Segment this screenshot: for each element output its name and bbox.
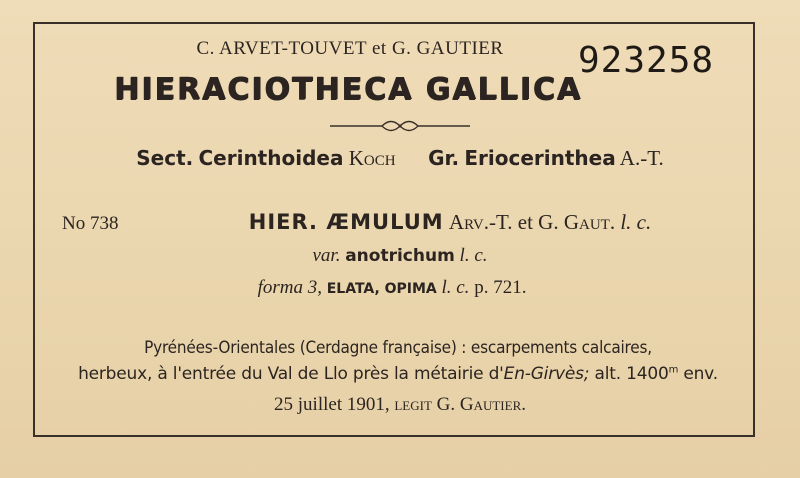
locality-text-b: alt. 1400 [589,364,669,384]
locality-line-2 [0,364,798,384]
group-author: A.-T. [619,146,664,170]
locality-text-c: env. [678,364,718,384]
section-name: Cerinthoidea [198,146,344,170]
var-name: anotrichum [345,246,455,266]
locality-text-a: herbeux, à l'entrée du Val de Llo près la métairie d' [78,364,504,384]
var-label: var. [312,245,341,266]
species-et: et [517,210,533,234]
authors-line: C. ARVET-TOUVET et G. GAUTIER [196,38,504,59]
ornament-divider [330,119,470,133]
species-line [50,210,800,235]
species-author-1: Arv.-T. [448,210,513,234]
section-prefix: Sect. [136,146,194,170]
forma-elata: ELATA, [326,281,380,297]
section-group-line [0,146,800,171]
locality-place: En-Girvès; [503,364,590,384]
specimen-number: 923258 [578,40,715,81]
species-author-2: G. Gaut. [538,210,616,234]
group-name: Eriocerinthea [464,146,616,170]
group-prefix: Gr. [428,146,460,170]
species-name: HIER. ÆMULUM [248,210,444,234]
forma-line [0,277,792,299]
section-author: Koch [348,146,396,170]
forma-opima: OPIMA [384,281,437,297]
forma-ref: l. c. [441,277,470,298]
collection-date-line [0,394,800,416]
collector: legit G. Gautier. [394,394,526,415]
number-label: No 738 [62,213,119,234]
locality-line-1: Pyrénées-Orientales (Cerdagne française) : escarpements calcaires, [144,338,652,358]
forma-label: forma 3, [257,277,322,298]
variety-line [0,245,800,267]
collection-date: 25 juillet 1901, [274,394,390,415]
locality-unit: m [668,364,679,376]
collection-title: HIERACIOTHECA GALLICA [114,72,582,107]
species-ref: l. c. [620,210,652,234]
var-ref: l. c. [459,245,488,266]
forma-page: p. 721. [474,277,527,298]
